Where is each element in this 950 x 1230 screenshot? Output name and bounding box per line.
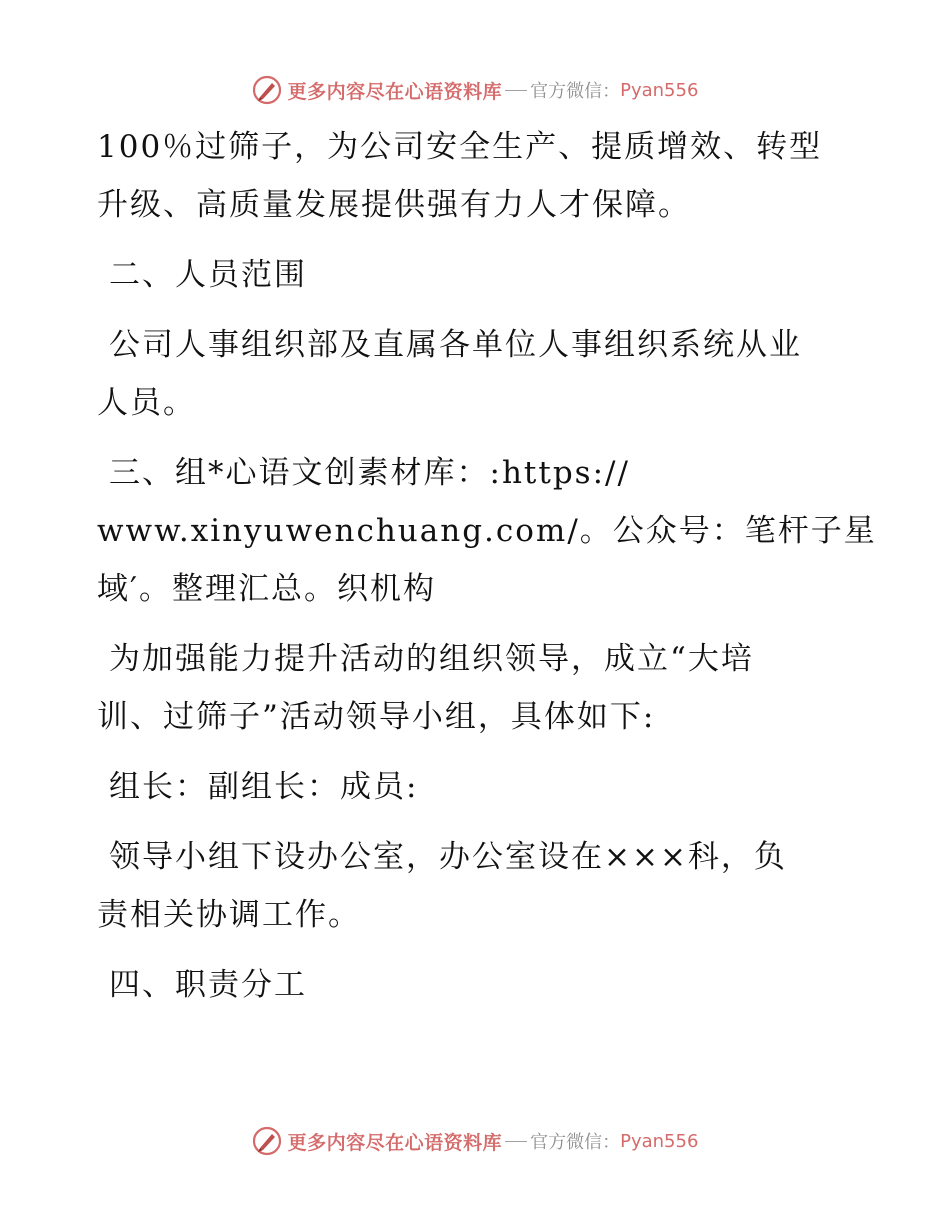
watermark-dash xyxy=(505,90,527,91)
heading-duties xyxy=(97,956,837,1014)
watermark-label: 官方微信： xyxy=(530,1132,621,1153)
url-line: www.xinyuwenchuang.com/。公众号：笔杆子星 xyxy=(97,513,877,549)
text-line: 升级、高质量发展提供强有力人才保障。 xyxy=(97,187,691,223)
text-line: 训、过筛子”活动领导小组，具体如下: xyxy=(97,699,656,735)
paragraph-personnel xyxy=(97,316,837,432)
text-line: 领导小组下设办公室，办公室设在×××科，负 xyxy=(109,839,787,875)
paragraph-members xyxy=(97,758,837,816)
header-watermark xyxy=(0,70,950,110)
watermark-main-text: 更多内容尽在心语资料库 xyxy=(287,1131,503,1154)
text-line: 责相关协调工作。 xyxy=(97,897,361,933)
footer-watermark xyxy=(0,1121,950,1161)
heading-personnel-scope xyxy=(97,246,837,304)
pen-logo-icon xyxy=(252,1126,282,1156)
watermark-wechat-id: Pyan556 xyxy=(620,79,699,101)
section-heading: 三、组*心语文创素材库：:https:// xyxy=(109,455,630,491)
text-line: 100％过筛子，为公司安全生产、提质增效、转型 xyxy=(97,129,823,165)
text-line: 人员。 xyxy=(97,385,196,421)
heading-organization xyxy=(97,444,877,618)
watermark-wechat-id: Pyan556 xyxy=(620,1130,699,1152)
paragraph-office xyxy=(97,828,837,944)
paragraph-intro xyxy=(97,118,837,234)
text-line: 公司人事组织部及直属各单位人事组织系统从业 xyxy=(109,327,802,363)
pen-logo-icon xyxy=(252,75,282,105)
watermark-main-text: 更多内容尽在心语资料库 xyxy=(287,80,503,103)
section-heading: 二、人员范围 xyxy=(109,257,307,293)
text-line: 为加强能力提升活动的组织领导，成立“大培 xyxy=(109,641,754,677)
watermark-label: 官方微信： xyxy=(530,81,621,102)
section-heading: 四、职责分工 xyxy=(109,967,307,1003)
watermark-dash xyxy=(505,1141,527,1142)
text-line: 组长：副组长：成员: xyxy=(109,769,419,805)
paragraph-leadership xyxy=(97,630,837,746)
text-line: 域′。整理汇总。织机构 xyxy=(97,571,437,607)
document-body xyxy=(97,118,877,1014)
